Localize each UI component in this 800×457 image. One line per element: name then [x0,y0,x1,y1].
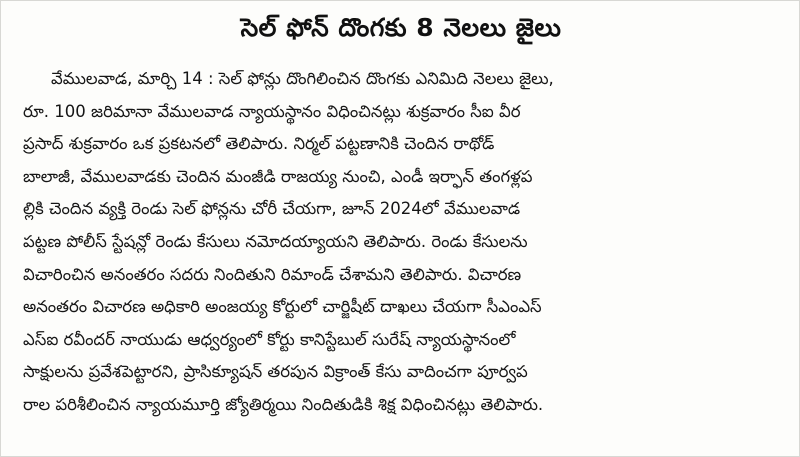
article-line-2: రూ. 100 జరిమానా వేములవాడ న్యాయస్థానం విధించినట్లు శుక్రవారం సీఐ వీర [23,101,521,121]
article-line-10: సాక్షులను ప్రవేశపెట్టారని, ప్రాసిక్యూషన్ తరపున విక్రాంత్ కేసు వాదించగా పూర్వప [23,362,528,382]
article-line-1: వేములవాడ, మార్చి 14 : సెల్ ఫోన్లు దొంగిలించిన దొంగకు ఎనిమిది నెలలు జైలు, [51,69,554,88]
headline: సెల్ ఫోన్ దొంగకు 8 నెలలు జైలు [240,13,562,42]
article-line-4: బాలాజీ, వేములవాడకు చెందిన మంజీడి రాజయ్య నుంచి, ఎండీ ఇర్ఫాన్ తంగళ్లప [23,166,533,186]
article-line-7: విచారించిన అనంతరం సదరు నిందితుని రిమాండ్ చేశామని తెలిపారు. విచారణ [23,264,522,284]
article-line-11: రాల పరిశీలించిన న్యాయమూర్తి జ్యోతిర్మయి నిందితుడికి శిక్ష విధించినట్లు తెలిపారు. [23,394,544,414]
article-line-6: పట్టణ పోలీస్ స్టేషన్లో రెండు కేసులు నమోదయ్యాయని తెలిపారు. రెండు కేసులను [23,231,528,251]
article-body [23,63,779,422]
article-line-9: ఎస్ఐ రవీందర్ నాయుడు ఆధ్వర్యంలో కోర్టు కానిస్టేబుల్ సురేష్ న్యాయస్థానంలో [23,329,516,349]
article-line-3: ప్రసాద్ శుక్రవారం ఒక ప్రకటనలో తెలిపారు. నిర్మల్ పట్టణానికి చెందిన రాథోడ్ [23,134,495,154]
article-line-8: అనంతరం విచారణ అధికారి అంజయ్య కోర్టులో చార్జిషీట్ దాఖలు చేయగా సీఎంఎస్ [23,297,542,317]
article-line-5: ల్లికి చెందిన వ్యక్తి రెండు సెల్ ఫోన్లను చోరీ చేయగా, జూన్ 2024లో వేములవాడ [23,199,521,219]
